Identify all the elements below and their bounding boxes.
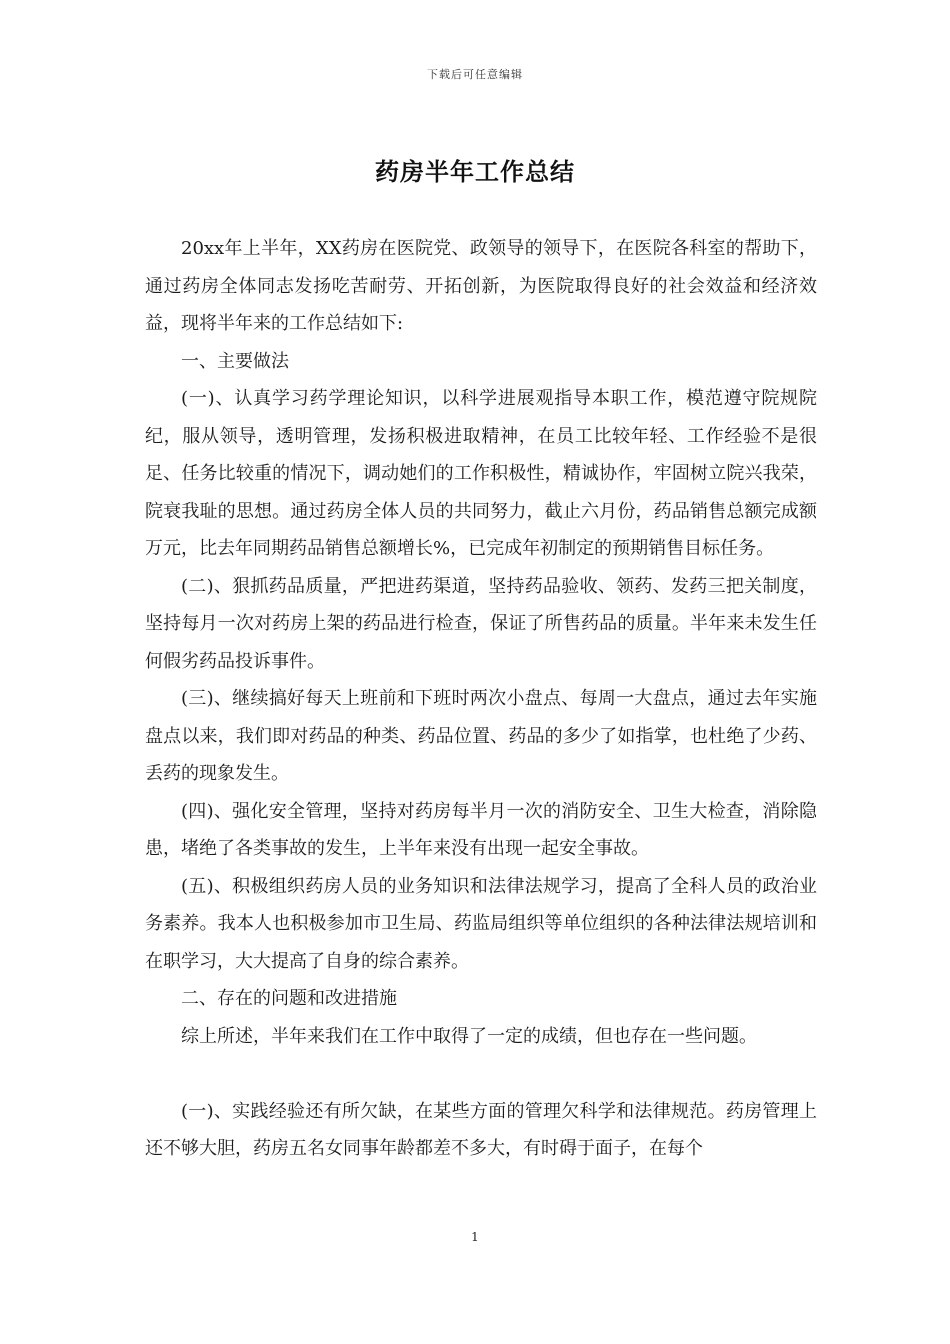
- paragraph-item-3: (三)、继续搞好每天上班前和下班时两次小盘点、每周一大盘点，通过去年实施盘点以来，我们即对药品的种类、药品位置、药品的多少了如指掌，也杜绝了少药、丢药的现象发生。: [145, 688, 817, 784]
- paragraph-item-4: (四)、强化安全管理，坚持对药房每半月一次的消防安全、卫生大检查，消除隐患，堵绝了各类事故的发生，上半年来没有出现一起安全事故。: [145, 800, 817, 859]
- document-title: 药房半年工作总结: [375, 157, 575, 186]
- paragraph-item-5: (五)、积极组织药房人员的业务知识和法律法规学习，提高了全科人员的政治业务素养。我本人也积极参加市卫生局、药监局组织等单位组织的各种法律法规培训和在职学习，大大提高了自身的综合素养。: [145, 875, 817, 972]
- document-body: [145, 230, 817, 1168]
- paragraph-item-1: (一)、认真学习药学理论知识，以科学进展观指导本职工作，模范遵守院规院纪，服从领导，透明管理，发扬积极进取精神，在员工比较年轻、工作经验不是很足、任务比较重的情况下，调动她们的工作积极性，精诚协作，牢固树立院兴我荣，院衰我耻的思想。通过药房全体人员的共同努力，截止六月份，药品销售总额完成额万元，比去年同期药品销售总额增长%，已完成年初制定的预期销售目标任务。: [145, 388, 817, 559]
- paragraph-problem-1: (一)、实践经验还有所欠缺，在某些方面的管理欠科学和法律规范。药房管理上还不够大胆，药房五名女同事年龄都差不多大，有时碍于面子，在每个: [145, 1100, 817, 1159]
- paragraph-item-2: (二)、狠抓药品质量，严把进药渠道，坚持药品验收、领药、发药三把关制度，坚持每月一次对药房上架的药品进行检查，保证了所售药品的质量。半年来未发生任何假劣药品投诉事件。: [145, 575, 817, 672]
- header-note: 下载后可任意编辑: [427, 68, 523, 81]
- paragraph-summary: 综上所述，半年来我们在工作中取得了一定的成绩，但也存在一些问题。: [181, 1025, 757, 1047]
- page-number: 1: [471, 1230, 479, 1244]
- section-heading-problems: 二、存在的问题和改进措施: [181, 988, 397, 1009]
- paragraph-spacer: [145, 1055, 817, 1093]
- paragraph-intro: 20xx年上半年，XX药房在医院党、政领导的领导下，在医院各科室的帮助下，通过药房全体同志发扬吃苦耐劳、开拓创新，为医院取得良好的社会效益和经济效益，现将半年来的工作总结如下:: [145, 238, 817, 334]
- section-heading-main-practices: 一、主要做法: [181, 350, 289, 372]
